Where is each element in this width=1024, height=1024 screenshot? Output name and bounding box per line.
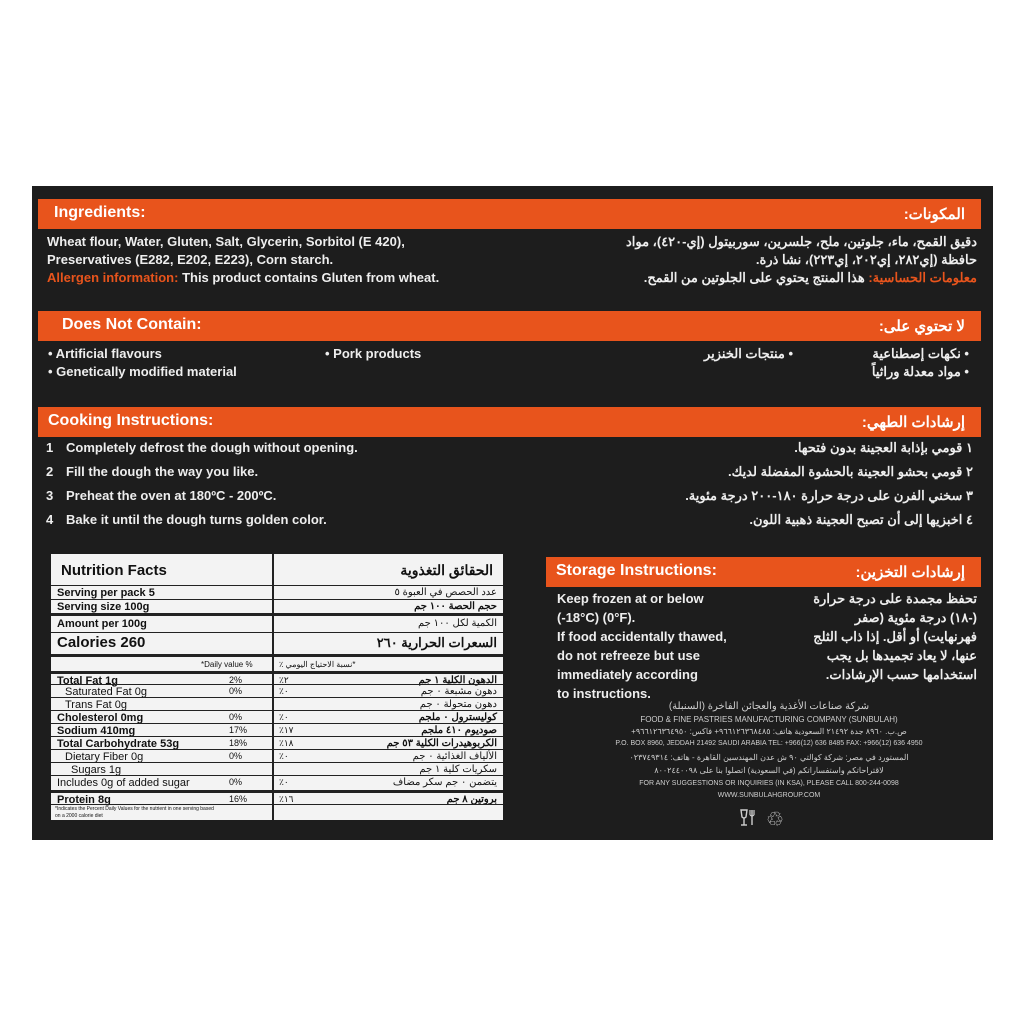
ingredients-line-1: Wheat flour, Water, Gluten, Salt, Glycerin, Sorbitol (E 420), — [47, 234, 405, 249]
ingredients-line-2: Preservatives (E282, E202, E223), Corn starch. — [47, 252, 334, 267]
storage-line-ar: (-١٨) درجة مئوية (صفر — [854, 610, 977, 625]
not-contain-item-ar: • منتجات الخنزير — [703, 346, 793, 361]
step-text: Preheat the oven at 180ºC - 200ºC. — [66, 488, 277, 503]
step-text: Fill the dough the way you like. — [66, 464, 259, 479]
company-name-en: FOOD & FINE PASTRIES MANUFACTURING COMPANY (SUNBULAH) — [640, 715, 898, 724]
cooking-step — [46, 440, 358, 455]
cooking-step-ar: ٤ اخبزيها إلى أن تصبح العجينة ذهبية اللون. — [749, 512, 973, 527]
storage-title: Storage Instructions: — [556, 562, 717, 579]
nutrition-title-ar: الحقائق التغذوية — [400, 562, 493, 578]
nutrient-dv-ar: ٪٠ — [279, 712, 289, 722]
amount-per-ar: الكمية لكل ١٠٠ جم — [418, 618, 497, 629]
not-contain-item: • Pork products — [325, 346, 422, 361]
ingredients-ar-line-2: حافظة (إي٢٨٢، إي٢٠٢، إي٢٢٣)، نشا ذرة. — [755, 252, 977, 267]
nutrient-name-ar: يتضمن ٠ جم سكر مضاف — [392, 777, 497, 788]
nutrient-name: Total Fat 1g — [57, 675, 118, 687]
nutrient-name: Dietary Fiber 0g — [65, 751, 144, 763]
allergen-text: This product contains Gluten from wheat. — [178, 270, 440, 285]
company-address-en: P.O. BOX 8960, JEDDAH 21492 SAUDI ARABIA TEL: +966(12) 636 8485 FAX: +966(12) 636 4950 — [615, 740, 923, 747]
inquiry-en: FOR ANY SUGGESTIONS OR INQUIRIES (IN KSA), PLEASE CALL 800-244-0098 — [639, 780, 899, 787]
nutrient-dv: 0% — [229, 712, 243, 722]
nutrition-facts-table — [51, 554, 503, 820]
step-number: 2 — [46, 464, 54, 479]
cooking-title: Cooking Instructions: — [48, 412, 214, 429]
storage-line: to instructions. — [557, 686, 651, 701]
serving-per-pack: Serving per pack 5 — [57, 587, 155, 599]
nutrition-row — [51, 697, 503, 711]
nutrition-row — [51, 710, 503, 724]
cooking-step — [46, 488, 276, 503]
cooking-band — [38, 407, 981, 437]
not-contain-title-ar: لا تحتوي على: — [878, 318, 965, 335]
nutrition-row — [51, 736, 503, 750]
nutrient-name: Includes 0g of added sugar — [57, 777, 190, 789]
storage-title-ar: إرشادات التخزين: — [855, 564, 965, 581]
not-contain-item-ar: • مواد معدلة وراثياً — [871, 364, 969, 379]
dv-label: *Daily value % — [201, 660, 253, 669]
cooking-step-ar: ١ قومي بإذابة العجينة بدون فتحها. — [794, 440, 973, 455]
footnote-line-1: *Indicates the Percent Daily Values for the nutrient in one serving based — [55, 806, 214, 812]
nutrient-dv: 0% — [229, 686, 243, 696]
nutrient-dv: 17% — [229, 725, 248, 735]
allergen-label: Allergen information: — [47, 270, 179, 285]
serving-per-pack-ar: عدد الحصص في العبوة ٥ — [394, 587, 497, 598]
not-contain-item-ar: • نكهات إصطناعية — [872, 346, 969, 361]
nutrition-row — [51, 723, 503, 737]
nutrient-name-ar: دهون مشبعة ٠ جم — [420, 686, 497, 697]
allergen-label-ar: معلومات الحساسية: — [868, 270, 977, 285]
step-number: 1 — [46, 440, 54, 455]
cooking-step — [46, 512, 327, 527]
nutrient-name-ar: الكربوهيدرات الكلية ٥٣ جم — [386, 738, 497, 749]
nutrient-name: Cholesterol 0mg — [57, 712, 144, 724]
storage-line-ar: فهرنهايت) أو أقل. إذا ذاب الثلج — [813, 629, 977, 644]
storage-line: do not refreeze but use — [557, 648, 701, 663]
nutrition-footnote — [51, 804, 503, 821]
storage-band — [546, 557, 981, 587]
cooking-step — [46, 464, 258, 479]
amount-per: Amount per 100g — [57, 618, 147, 630]
nutrient-dv: 2% — [229, 675, 243, 685]
allergen-text-ar: هذا المنتج يحتوي على الجلوتين من القمح. — [643, 270, 869, 285]
calories-ar: السعرات الحرارية ٢٦٠ — [376, 635, 497, 650]
nutrient-name-ar: صوديوم ٤١٠ ملجم — [421, 725, 497, 736]
importer-ar: المستورد في مصر: شركة كوالتي ٩٠ ش عدن المهندسين القاهرة - هاتف: ٠٢٣٧٤٩٣١٤ — [629, 753, 909, 762]
serving-size-ar: حجم الحصة ١٠٠ جم — [414, 601, 497, 612]
nutrient-dv-ar: ٪١٧ — [279, 725, 294, 735]
storage-line: If food accidentally thawed, — [557, 629, 727, 644]
column-divider — [272, 554, 274, 820]
nutrient-name: Total Carbohydrate 53g — [57, 738, 180, 750]
nutrient-dv-ar: ٪١٨ — [279, 738, 294, 748]
nutrient-name: Sugars 1g — [71, 764, 122, 776]
company-address-ar: ص.ب. ٨٩٦٠ جدة ٢١٤٩٢ السعودية هاتف: ٩٦٦١٢٦٣٦٨٤٨٥+ فاكس: ٩٦٦١٢٦٣٦٤٩٥٠+ — [631, 727, 907, 736]
calories: Calories 260 — [57, 634, 146, 651]
nutrition-row — [51, 613, 503, 634]
nutrient-name: Saturated Fat 0g — [65, 686, 147, 698]
step-number: 3 — [46, 488, 54, 503]
not-contain-item: • Genetically modified material — [48, 364, 237, 379]
nutrient-name: Sodium 410mg — [57, 725, 136, 737]
step-number: 4 — [46, 512, 54, 527]
nutrition-row — [51, 632, 503, 653]
recycle-icon: ♲ — [766, 807, 784, 831]
storage-line-ar: عنها، لا يعاد تجميدها بل يجب — [826, 648, 977, 663]
ingredients-band — [38, 199, 981, 229]
nutrient-dv-ar: ٪١٦ — [279, 794, 294, 804]
nutrient-name-ar: الألياف الغذائية ٠ جم — [412, 751, 497, 762]
storage-line: (-18°C) (0°F). — [557, 610, 636, 625]
not-contain-band — [38, 311, 981, 341]
dv-label-ar: *نسبة الاحتياج اليومي ٪ — [279, 660, 356, 669]
step-text: Completely defrost the dough without opening. — [66, 440, 358, 455]
nutrient-dv: 18% — [229, 738, 248, 748]
nutrition-row — [51, 762, 503, 776]
storage-line: immediately according — [557, 667, 698, 682]
not-contain-title: Does Not Contain: — [62, 316, 202, 333]
ingredients-title-ar: المكونات: — [903, 206, 965, 223]
not-contain-item: • Artificial flavours — [48, 346, 162, 361]
company-name-ar: شركة صناعات الأغذية والعجائن الفاخرة (السنبلة) — [668, 701, 870, 712]
nutrient-name: Trans Fat 0g — [65, 699, 127, 711]
nutrient-name-ar: كوليسترول ٠ ملجم — [418, 712, 497, 723]
nutrient-name-ar: الدهون الكلية ١ جم — [418, 675, 497, 686]
ingredients-title: Ingredients: — [54, 204, 146, 221]
storage-line-ar: تحفظ مجمدة على درجة حرارة — [813, 591, 977, 606]
inquiry-ar: لاقتراحاتكم واستفساراتكم (في السعودية) اتصلوا بنا على ٨٠٠٢٤٤٠٠٩٨ — [654, 766, 884, 775]
cooking-title-ar: إرشادات الطهي: — [861, 414, 965, 431]
package-back-panel — [32, 186, 993, 840]
nutrient-dv: 0% — [229, 777, 243, 787]
nutrient-dv-ar: ٪٠ — [279, 777, 289, 787]
nutrition-row — [51, 654, 503, 671]
website: WWW.SUNBULAHGROUP.COM — [717, 792, 821, 799]
allergen-info — [47, 270, 439, 285]
footnote-line-2: on a 2000 calorie diet — [55, 813, 103, 819]
storage-line-ar: استخدامها حسب الإرشادات. — [825, 667, 977, 682]
nutrient-dv-ar: ٪٠ — [279, 751, 289, 761]
step-text: Bake it until the dough turns golden color. — [66, 512, 327, 527]
nutrient-name-ar: سكريات كلية ١ جم — [419, 764, 497, 775]
cooking-step-ar: ٢ قومي بحشو العجينة بالحشوة المفضلة لديك. — [728, 464, 973, 479]
serving-size: Serving size 100g — [57, 601, 150, 613]
nutrition-row — [51, 684, 503, 698]
ingredients-ar-line-1: دقيق القمح، ماء، جلوتين، ملح، جلسرين، سوربيتول (إي-٤٢٠)، مواد — [625, 234, 977, 249]
nutrition-title: Nutrition Facts — [61, 562, 167, 579]
nutrition-row — [51, 775, 503, 789]
nutrient-name: Protein 8g — [57, 794, 111, 806]
nutrient-dv-ar: ٪٢ — [279, 675, 289, 685]
glass-fork-icon — [738, 808, 758, 833]
nutrient-name-ar: دهون متحولة ٠ جم — [419, 699, 497, 710]
nutrient-dv: 0% — [229, 751, 243, 761]
nutrient-dv-ar: ٪٠ — [279, 686, 289, 696]
nutrient-dv: 16% — [229, 794, 248, 804]
nutrition-row — [51, 749, 503, 763]
allergen-info-ar — [644, 270, 977, 286]
cooking-step-ar: ٣ سخني الفرن على درجة حرارة ١٨٠-٢٠٠ درجة مئوية. — [685, 488, 973, 503]
nutrition-row — [51, 599, 503, 614]
storage-line: Keep frozen at or below — [557, 591, 704, 606]
nutrition-row — [51, 585, 503, 600]
nutrient-name-ar: بروتين ٨ جم — [446, 794, 497, 805]
